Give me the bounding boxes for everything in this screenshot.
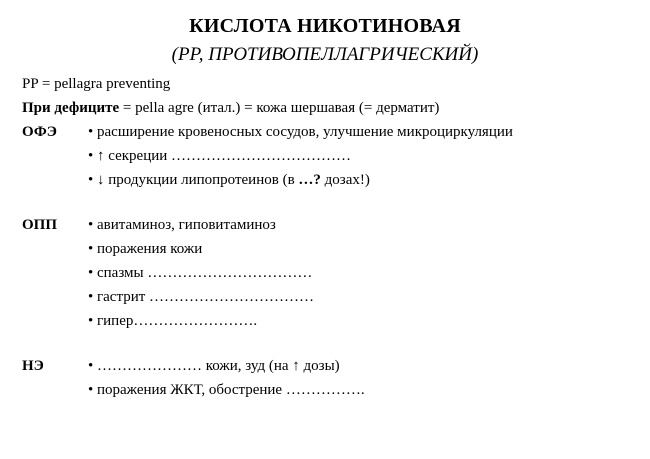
section-label-ne: НЭ xyxy=(22,358,44,374)
list-item: • ………………… кожи, зуд (на ↑ дозы) xyxy=(88,358,340,374)
list-item-text: • ↓ продукции липопротеинов (в xyxy=(88,172,299,188)
page-subtitle: (PP, ПРОТИВОПЕЛЛАГРИЧЕСКИЙ) xyxy=(171,44,479,65)
deficit-label: При дефиците xyxy=(22,100,120,116)
list-item: • поражения кожи xyxy=(88,241,203,257)
section-label-ofe: ОФЭ xyxy=(22,124,57,140)
deficit-line xyxy=(22,100,439,117)
list-item: • спазмы …………………………… xyxy=(88,265,313,281)
list-item: • расширение кровеносных сосудов, улучшение микроциркуляции xyxy=(88,124,513,140)
section-label-opp: ОПП xyxy=(22,217,58,233)
deficit-text: = pella agre (итал.) = кожа шершавая (= дерматит) xyxy=(119,100,440,116)
list-item: • гастрит …………………………… xyxy=(88,289,315,305)
list-item-text: дозах!) xyxy=(320,172,370,188)
pp-definition: PP = pellagra preventing xyxy=(22,76,171,92)
list-item-emphasis: …? xyxy=(298,172,321,188)
list-item xyxy=(88,172,370,189)
list-item: • гипер……………………. xyxy=(88,313,258,329)
list-item: • ↑ секреции ……………………………… xyxy=(88,148,352,164)
page-title: КИСЛОТА НИКОТИНОВАЯ xyxy=(189,15,461,37)
list-item: • поражения ЖКТ, обострение ……………. xyxy=(88,382,365,398)
list-item: • авитаминоз, гиповитаминоз xyxy=(88,217,276,233)
